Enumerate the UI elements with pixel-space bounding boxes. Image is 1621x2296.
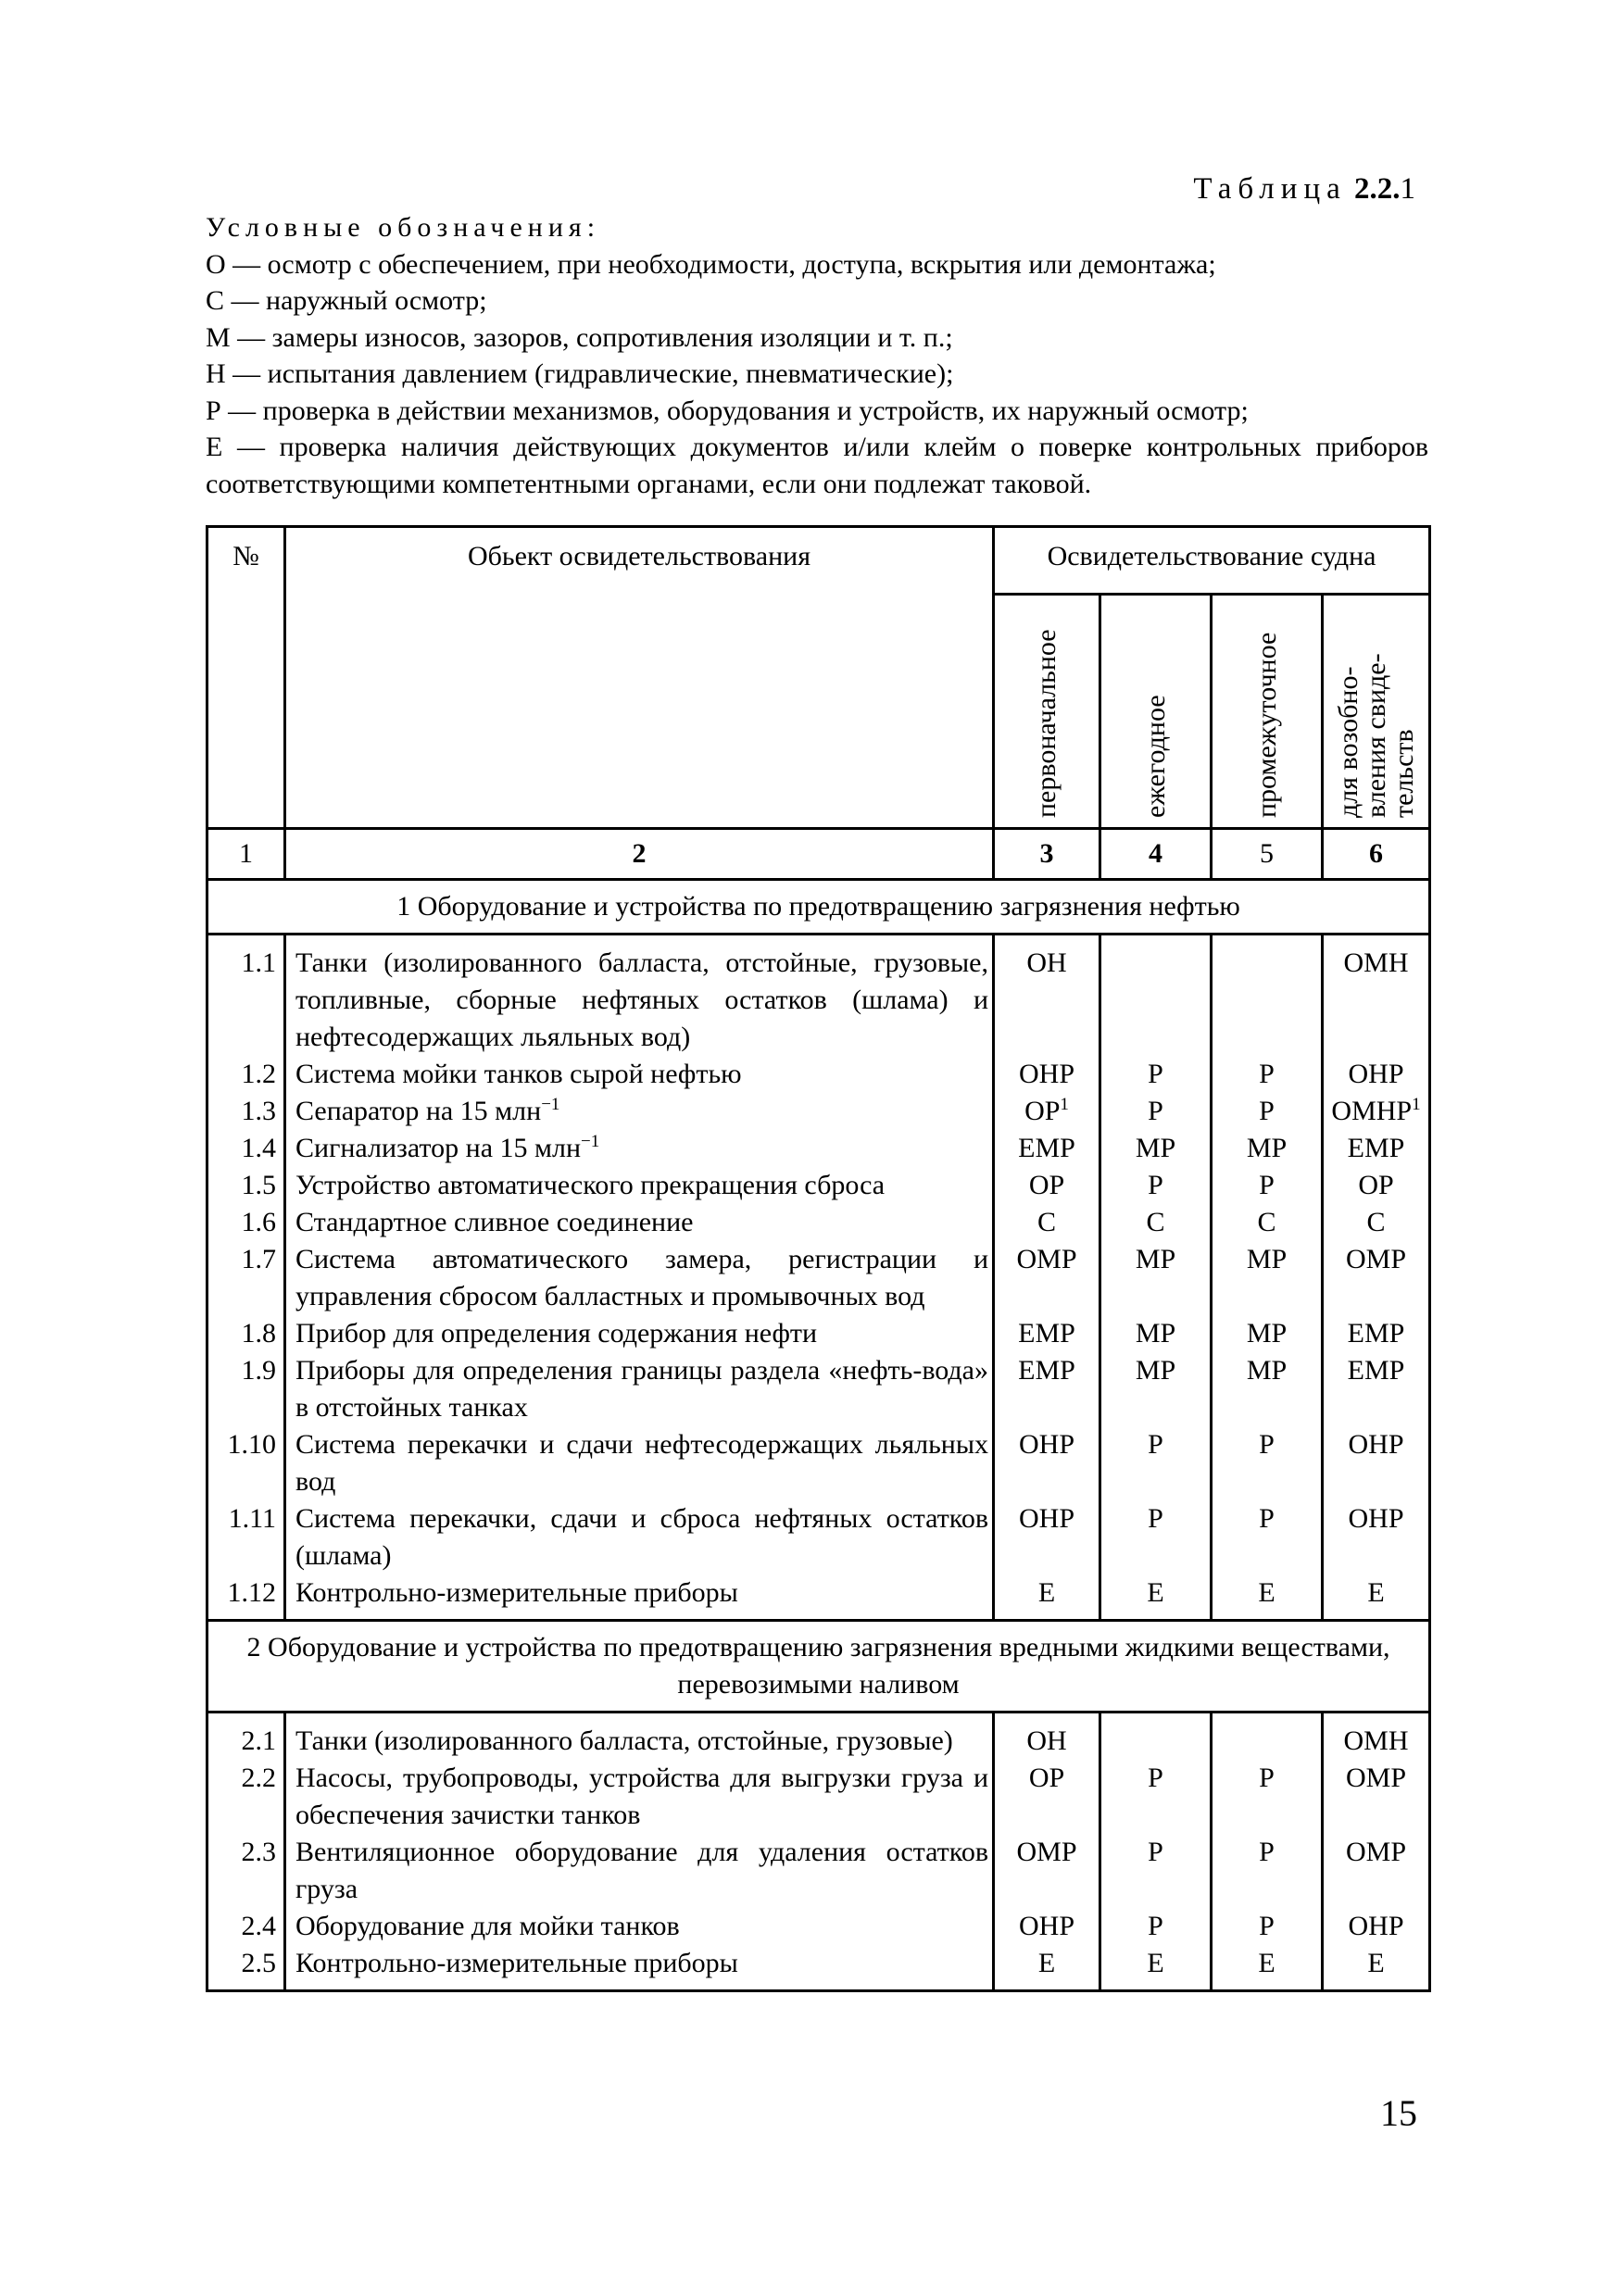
survey-code-text: ОНР bbox=[1018, 1059, 1074, 1089]
item-number: 2.4 bbox=[207, 1908, 285, 1945]
survey-code-text: Р bbox=[1148, 1170, 1163, 1200]
header-renewal-label: для возобно- вления свиде- тельств bbox=[1332, 653, 1419, 818]
survey-code bbox=[994, 1167, 1100, 1204]
table-row bbox=[207, 1760, 1430, 1834]
item-object bbox=[285, 1500, 994, 1575]
item-object-text: Оборудование для мойки танков bbox=[295, 1911, 680, 1941]
survey-code bbox=[1212, 1760, 1323, 1834]
survey-code bbox=[1100, 1241, 1212, 1315]
survey-code bbox=[1212, 1945, 1323, 1991]
survey-code-text: Е bbox=[1258, 1577, 1275, 1608]
survey-code-text: ЕМР bbox=[1018, 1133, 1075, 1163]
survey-code bbox=[1100, 1056, 1212, 1093]
survey-code bbox=[1100, 1204, 1212, 1241]
item-object bbox=[285, 935, 994, 1057]
survey-code bbox=[994, 1500, 1100, 1575]
survey-code bbox=[1323, 1426, 1430, 1500]
survey-code-text: С bbox=[1366, 1207, 1386, 1237]
survey-code-text: ОНР bbox=[1348, 1059, 1404, 1089]
table-row bbox=[207, 1713, 1430, 1761]
survey-code bbox=[1323, 935, 1430, 1057]
survey-code-text: ЕМР bbox=[1018, 1355, 1075, 1386]
survey-code-text: Р bbox=[1148, 1429, 1163, 1460]
survey-code-text: ОМР bbox=[1346, 1244, 1407, 1274]
survey-code-text: Р bbox=[1148, 1096, 1163, 1126]
survey-code-text: ОМН bbox=[1343, 947, 1409, 978]
survey-code bbox=[994, 1315, 1100, 1352]
survey-code-text: ОМР bbox=[1016, 1837, 1077, 1867]
survey-code-note: 1 bbox=[1060, 1095, 1069, 1114]
item-object-text: Вентиляционное оборудование для удаления остатков груза bbox=[295, 1837, 988, 1904]
survey-code bbox=[994, 1352, 1100, 1426]
item-object-unit-exp: −1 bbox=[541, 1095, 560, 1114]
table-row bbox=[207, 1834, 1430, 1908]
item-object-unit-exp: −1 bbox=[581, 1132, 600, 1151]
survey-code-text: Р bbox=[1259, 1170, 1275, 1200]
item-object-text: Насосы, трубопроводы, устройства для выгрузки груза и обеспечения зачистки танков bbox=[295, 1763, 988, 1830]
survey-code bbox=[994, 1834, 1100, 1908]
item-object bbox=[285, 1575, 994, 1621]
table-row bbox=[207, 1945, 1430, 1991]
table-row bbox=[207, 1204, 1430, 1241]
survey-code-text: Е bbox=[1147, 1948, 1164, 1978]
header-annual-label: ежегодное bbox=[1139, 695, 1171, 818]
survey-code bbox=[1323, 1093, 1430, 1130]
survey-code-text: МР bbox=[1135, 1133, 1176, 1163]
item-object-text: Танки (изолированного балласта, отстойные, грузовые, топливные, сборные нефтяных остатков (шлама) и нефтесодержащих льяльных вод) bbox=[295, 947, 988, 1052]
survey-code bbox=[994, 1426, 1100, 1500]
survey-code-text: Е bbox=[1037, 1948, 1056, 1978]
survey-code bbox=[1212, 1575, 1323, 1621]
survey-code bbox=[1100, 1713, 1212, 1761]
item-object bbox=[285, 1426, 994, 1500]
item-object-text: Устройство автоматического прекращения сброса bbox=[295, 1170, 886, 1200]
item-object-text: Система перекачки, сдачи и сброса нефтяных остатков (шлама) bbox=[295, 1503, 988, 1571]
survey-code bbox=[994, 1908, 1100, 1945]
survey-code bbox=[994, 935, 1100, 1057]
table-row bbox=[207, 1315, 1430, 1352]
header-no: № bbox=[207, 527, 285, 829]
item-number: 1.6 bbox=[207, 1204, 285, 1241]
item-number: 2.2 bbox=[207, 1760, 285, 1834]
survey-code-text: ОНР bbox=[1348, 1503, 1404, 1534]
legend-item: Р — проверка в действии механизмов, оборудования и устройств, их наружный осмотр; bbox=[206, 395, 1249, 426]
survey-code-text: Р bbox=[1259, 1837, 1275, 1867]
survey-code bbox=[1212, 1130, 1323, 1167]
item-number: 1.2 bbox=[207, 1056, 285, 1093]
survey-code-note: 1 bbox=[1412, 1095, 1421, 1114]
survey-code-text: ОМР bbox=[1346, 1763, 1407, 1793]
survey-code bbox=[1212, 1167, 1323, 1204]
survey-code bbox=[1212, 935, 1323, 1057]
survey-code bbox=[1212, 1204, 1323, 1241]
survey-code bbox=[1100, 1093, 1212, 1130]
survey-code-text: МР bbox=[1135, 1318, 1176, 1349]
item-object-text: Контрольно-измерительные приборы bbox=[295, 1948, 738, 1978]
survey-code bbox=[1212, 1426, 1323, 1500]
item-object bbox=[285, 1713, 994, 1761]
survey-code bbox=[1212, 1093, 1323, 1130]
survey-code bbox=[1323, 1167, 1430, 1204]
survey-code-text: Е bbox=[1367, 1948, 1385, 1978]
survey-code bbox=[1212, 1834, 1323, 1908]
item-number: 1.7 bbox=[207, 1241, 285, 1315]
survey-code-text: ОМР bbox=[1346, 1837, 1407, 1867]
item-number: 1.4 bbox=[207, 1130, 285, 1167]
survey-code-text: ЕМР bbox=[1018, 1318, 1075, 1349]
item-object bbox=[285, 1908, 994, 1945]
column-number: 4 bbox=[1100, 829, 1212, 880]
item-object-text: Система автоматического замера, регистрации и управления сбросом балластных и промывочных вод bbox=[295, 1244, 988, 1311]
header-annual bbox=[1100, 595, 1212, 829]
survey-code-text: МР bbox=[1135, 1244, 1176, 1274]
survey-code bbox=[1100, 1908, 1212, 1945]
survey-code bbox=[994, 1945, 1100, 1991]
survey-code bbox=[1100, 1426, 1212, 1500]
survey-table bbox=[206, 525, 1431, 1992]
survey-code-text: Е bbox=[1367, 1577, 1385, 1608]
header-initial-label: первоначальное bbox=[1031, 629, 1062, 818]
item-object-text: Стандартное сливное соединение bbox=[295, 1207, 694, 1237]
item-object bbox=[285, 1130, 994, 1167]
survey-code-text: ОН bbox=[1026, 947, 1067, 978]
header-intermediate bbox=[1212, 595, 1323, 829]
survey-code-text: Е bbox=[1258, 1948, 1275, 1978]
header-object: Обьект освидетельствования bbox=[285, 527, 994, 829]
legend-item: С — наружный осмотр; bbox=[206, 285, 487, 316]
item-number: 1.3 bbox=[207, 1093, 285, 1130]
table-row bbox=[207, 1575, 1430, 1621]
survey-code-text: ОНР bbox=[1348, 1429, 1404, 1460]
survey-code-text: ОР bbox=[1028, 1763, 1065, 1793]
column-number: 6 bbox=[1323, 829, 1430, 880]
item-object-text: Система перекачки и сдачи нефтесодержащих льяльных вод bbox=[295, 1429, 988, 1497]
survey-code bbox=[994, 1575, 1100, 1621]
item-object-text: Сепаратор на 15 млн bbox=[295, 1096, 542, 1126]
table-number-rest: 1 bbox=[1400, 172, 1415, 206]
survey-code-text: МР bbox=[1246, 1318, 1288, 1349]
section-row bbox=[207, 880, 1430, 935]
item-object bbox=[285, 1093, 994, 1130]
survey-code-text: МР bbox=[1246, 1355, 1288, 1386]
survey-code bbox=[1100, 1834, 1212, 1908]
survey-code-text: С bbox=[1146, 1207, 1165, 1237]
survey-code-text: С bbox=[1257, 1207, 1276, 1237]
survey-code-text: ЕМР bbox=[1347, 1133, 1405, 1163]
survey-code bbox=[1323, 1130, 1430, 1167]
survey-code-text: Р bbox=[1259, 1503, 1275, 1534]
table-label bbox=[1193, 172, 1415, 207]
survey-code bbox=[994, 1056, 1100, 1093]
item-object-text: Контрольно-измерительные приборы bbox=[295, 1577, 738, 1608]
survey-code bbox=[1323, 1056, 1430, 1093]
survey-code-text: ОНР bbox=[1018, 1911, 1074, 1941]
column-number: 2 bbox=[285, 829, 994, 880]
item-number: 1.9 bbox=[207, 1352, 285, 1426]
table-row bbox=[207, 1093, 1430, 1130]
survey-code bbox=[1100, 1167, 1212, 1204]
item-object bbox=[285, 1167, 994, 1204]
header-intermediate-label: промежуточное bbox=[1250, 632, 1282, 818]
survey-code bbox=[1100, 935, 1212, 1057]
legend-item: М — замеры износов, зазоров, сопротивления изоляции и т. п.; bbox=[206, 321, 953, 353]
survey-code bbox=[1100, 1130, 1212, 1167]
survey-code-text: ОН bbox=[1026, 1725, 1067, 1756]
table-row bbox=[207, 1056, 1430, 1093]
survey-code-text: ОМН bbox=[1343, 1725, 1409, 1756]
column-number: 5 bbox=[1212, 829, 1323, 880]
survey-code bbox=[1212, 1713, 1323, 1761]
survey-code-text: Р bbox=[1259, 1763, 1275, 1793]
survey-code bbox=[1212, 1352, 1323, 1426]
survey-code bbox=[994, 1204, 1100, 1241]
survey-code bbox=[1100, 1500, 1212, 1575]
column-number: 1 bbox=[207, 829, 285, 880]
survey-code-text: Р bbox=[1259, 1059, 1275, 1089]
survey-code-text: МР bbox=[1246, 1244, 1288, 1274]
survey-code bbox=[994, 1241, 1100, 1315]
table-row bbox=[207, 1167, 1430, 1204]
item-object bbox=[285, 1834, 994, 1908]
survey-code-text: ЕМР bbox=[1347, 1318, 1405, 1349]
item-object bbox=[285, 1760, 994, 1834]
header-survey: Освидетельствование судна bbox=[994, 527, 1430, 595]
survey-code bbox=[1323, 1713, 1430, 1761]
table-row bbox=[207, 1426, 1430, 1500]
legend-title: Условные обозначения: bbox=[206, 212, 601, 243]
survey-code bbox=[1212, 1056, 1323, 1093]
table-row bbox=[207, 1241, 1430, 1315]
item-number: 2.3 bbox=[207, 1834, 285, 1908]
survey-code-text: ОР bbox=[1024, 1096, 1061, 1126]
survey-code bbox=[1100, 1315, 1212, 1352]
item-number: 1.1 bbox=[207, 935, 285, 1057]
table-word: Таблица bbox=[1193, 172, 1347, 206]
survey-code-text: Р bbox=[1259, 1429, 1275, 1460]
survey-code bbox=[1323, 1352, 1430, 1426]
item-number: 1.10 bbox=[207, 1426, 285, 1500]
item-object-text: Сигнализатор на 15 млн bbox=[295, 1133, 582, 1163]
survey-code-text: Р bbox=[1148, 1763, 1163, 1793]
survey-code bbox=[1212, 1241, 1323, 1315]
item-object-text: Приборы для определения границы раздела «нефть-вода» в отстойных танках bbox=[295, 1355, 988, 1423]
item-object bbox=[285, 1241, 994, 1315]
survey-code-text: ОМР bbox=[1016, 1244, 1077, 1274]
legend-item: О — осмотр с обеспечением, при необходимости, доступа, вскрытия или демонтажа; bbox=[206, 248, 1216, 280]
survey-code-text: ОМНР bbox=[1331, 1096, 1413, 1126]
survey-code-text: Р bbox=[1259, 1911, 1275, 1941]
item-number: 1.12 bbox=[207, 1575, 285, 1621]
survey-code bbox=[1323, 1204, 1430, 1241]
survey-code-text: Р bbox=[1259, 1096, 1275, 1126]
item-object bbox=[285, 1352, 994, 1426]
column-number: 3 bbox=[994, 829, 1100, 880]
survey-code bbox=[1323, 1315, 1430, 1352]
survey-code-text: Е bbox=[1147, 1577, 1164, 1608]
survey-code bbox=[994, 1093, 1100, 1130]
legend-item: Е — проверка наличия действующих документов и/или клейм о поверке контрольных приборов соответствующими компетентными органами, если они подлежат таковой. bbox=[206, 432, 1428, 499]
item-number: 1.8 bbox=[207, 1315, 285, 1352]
section-title: 1 Оборудование и устройства по предотвращению загрязнения нефтью bbox=[207, 880, 1430, 935]
survey-code bbox=[1212, 1315, 1323, 1352]
survey-code bbox=[1100, 1352, 1212, 1426]
survey-code bbox=[1100, 1945, 1212, 1991]
survey-code-text: МР bbox=[1246, 1133, 1288, 1163]
survey-code-text: ОР bbox=[1028, 1170, 1065, 1200]
item-number: 2.1 bbox=[207, 1713, 285, 1761]
header-renewal bbox=[1323, 595, 1430, 829]
page-number: 15 bbox=[1380, 2092, 1417, 2134]
item-object-text: Система мойки танков сырой нефтью bbox=[295, 1059, 742, 1089]
survey-code bbox=[1100, 1760, 1212, 1834]
survey-code bbox=[1323, 1945, 1430, 1991]
survey-code bbox=[1323, 1241, 1430, 1315]
survey-code bbox=[1323, 1834, 1430, 1908]
table-row bbox=[207, 1500, 1430, 1575]
survey-code-text: Р bbox=[1148, 1837, 1163, 1867]
survey-code-text: С bbox=[1037, 1207, 1056, 1237]
survey-code bbox=[1212, 1908, 1323, 1945]
item-number: 2.5 bbox=[207, 1945, 285, 1991]
item-object-text: Танки (изолированного балласта, отстойные, грузовые) bbox=[295, 1725, 953, 1756]
survey-code bbox=[1100, 1575, 1212, 1621]
survey-code bbox=[994, 1130, 1100, 1167]
table-row bbox=[207, 1130, 1430, 1167]
survey-code-text: МР bbox=[1135, 1355, 1176, 1386]
survey-code bbox=[1323, 1575, 1430, 1621]
survey-code bbox=[1323, 1908, 1430, 1945]
legend bbox=[206, 209, 1428, 502]
item-object bbox=[285, 1056, 994, 1093]
item-object bbox=[285, 1204, 994, 1241]
survey-code-text: Р bbox=[1148, 1059, 1163, 1089]
survey-code-text: ЕМР bbox=[1347, 1355, 1405, 1386]
table-number-bold: 2.2. bbox=[1354, 172, 1401, 206]
section-row bbox=[207, 1621, 1430, 1713]
survey-code-text: Е bbox=[1037, 1577, 1056, 1608]
item-object bbox=[285, 1315, 994, 1352]
survey-code bbox=[994, 1760, 1100, 1834]
item-object bbox=[285, 1945, 994, 1991]
survey-code-text: ОНР bbox=[1018, 1429, 1074, 1460]
table-row bbox=[207, 1908, 1430, 1945]
legend-item: Н — испытания давлением (гидравлические, пневматические); bbox=[206, 358, 954, 389]
survey-code-text: ОНР bbox=[1348, 1911, 1404, 1941]
item-number: 1.11 bbox=[207, 1500, 285, 1575]
header-initial bbox=[994, 595, 1100, 829]
survey-code-text: ОР bbox=[1358, 1170, 1394, 1200]
survey-code bbox=[1212, 1500, 1323, 1575]
survey-code-text: Р bbox=[1148, 1911, 1163, 1941]
table-row bbox=[207, 1352, 1430, 1426]
survey-code-text: ОНР bbox=[1018, 1503, 1074, 1534]
survey-code bbox=[994, 1713, 1100, 1761]
table-row bbox=[207, 935, 1430, 1057]
item-object-text: Прибор для определения содержания нефти bbox=[295, 1318, 818, 1349]
survey-code-text: Р bbox=[1148, 1503, 1163, 1534]
item-number: 1.5 bbox=[207, 1167, 285, 1204]
section-title: 2 Оборудование и устройства по предотвращению загрязнения вредными жидкими веществами, перевозимыми наливом bbox=[207, 1621, 1430, 1713]
survey-code bbox=[1323, 1760, 1430, 1834]
survey-code bbox=[1323, 1500, 1430, 1575]
